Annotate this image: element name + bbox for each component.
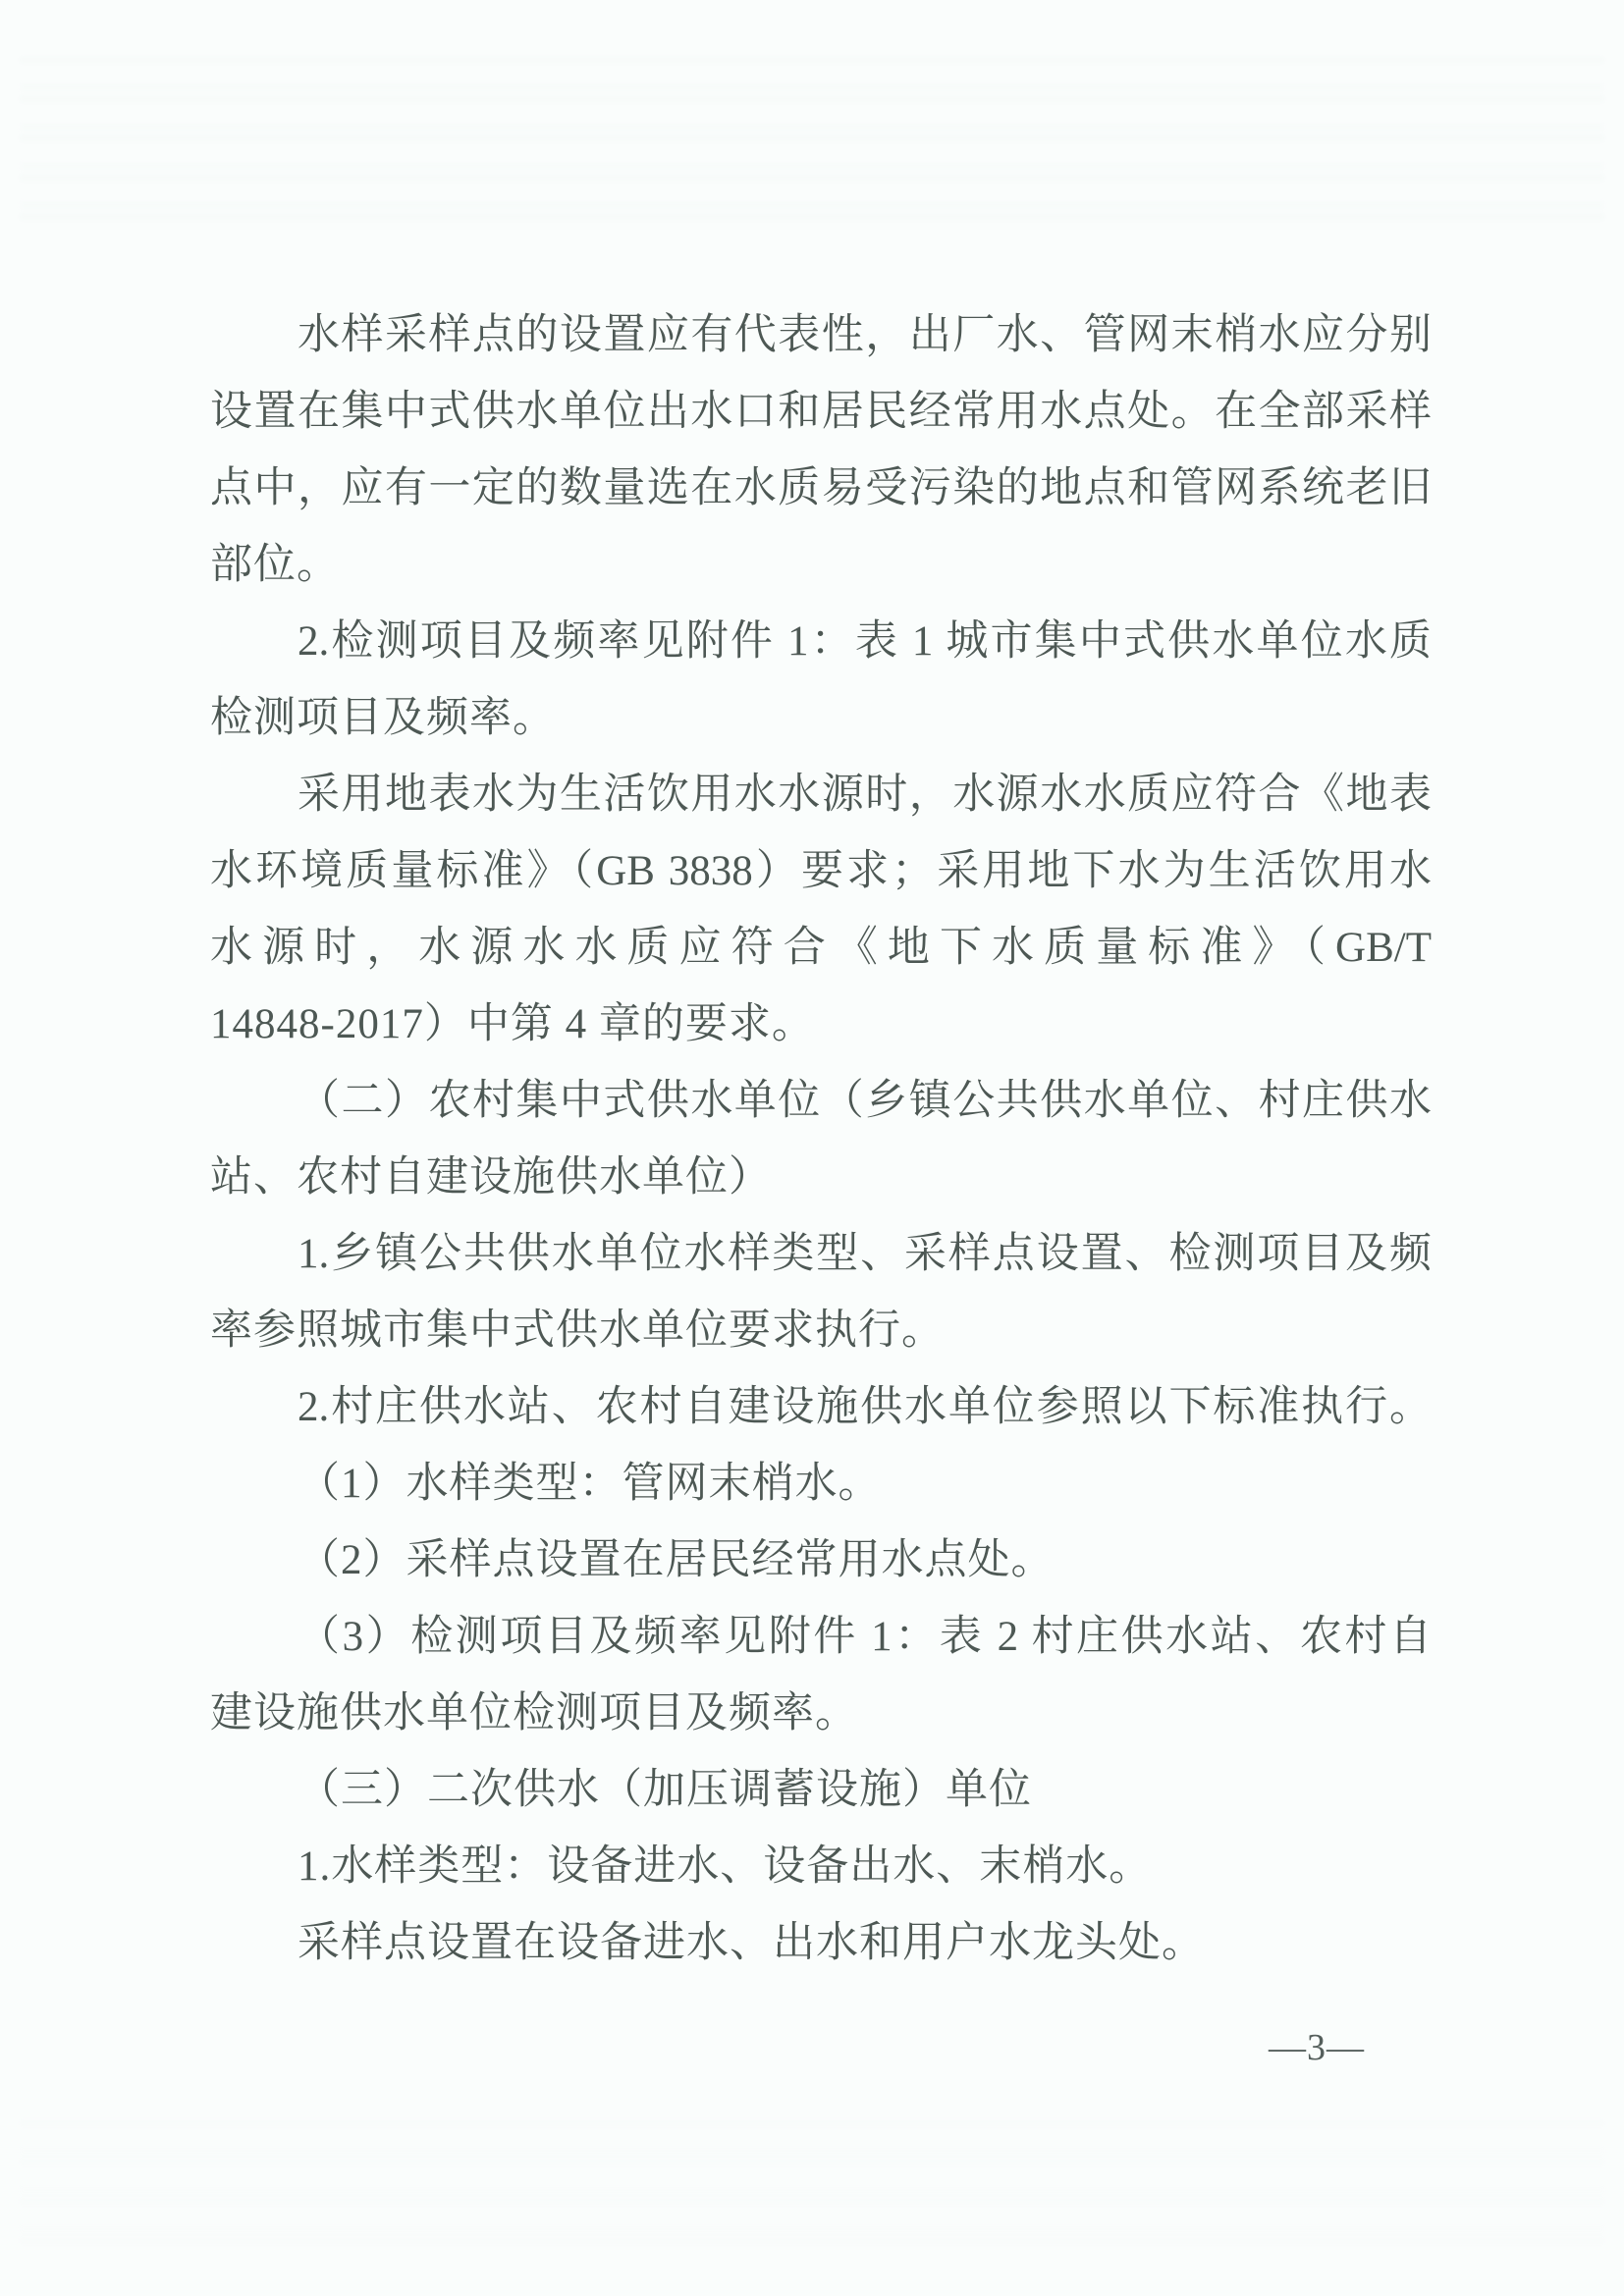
page-number: —3— xyxy=(1269,2027,1365,2068)
text-line: 水样采样点的设置应有代表性，出厂水、管网末梢水应分别 xyxy=(298,312,1432,358)
scan-bleedthrough-artifact xyxy=(20,2120,1604,2258)
text-line: （2）采样点设置在居民经常用水点处。 xyxy=(298,1537,1055,1583)
text-line: （3）检测项目及频率见附件 1：表 2 村庄供水站、农村自 xyxy=(298,1614,1432,1660)
text-line: 检测项目及频率。 xyxy=(210,695,556,741)
document-body xyxy=(210,297,1432,1982)
text-line: 站、农村自建设施供水单位） xyxy=(210,1154,772,1201)
text-line: 采用地表水为生活饮用水水源时，水源水水质应符合《地表 xyxy=(298,772,1432,818)
text-line: 2.村庄供水站、农村自建设施供水单位参照以下标准执行。 xyxy=(298,1384,1432,1430)
text-line: （1）水样类型：管网末梢水。 xyxy=(298,1461,882,1507)
text-line: 水源时，水源水水质应符合《地下水质量标准》（GB/T xyxy=(210,925,1432,971)
text-line: （三）二次供水（加压调蓄设施）单位 xyxy=(298,1767,1032,1813)
text-line: 1.水样类型：设备进水、设备出水、末梢水。 xyxy=(298,1843,1153,1890)
text-line: 建设施供水单位检测项目及频率。 xyxy=(210,1690,858,1736)
text-line: 水环境质量标准》（GB 3838）要求；采用地下水为生活饮用水 xyxy=(210,848,1432,894)
text-line: 点中，应有一定的数量选在水质易受污染的地点和管网系统老旧 xyxy=(210,465,1432,511)
text-line: （二）农村集中式供水单位（乡镇公共供水单位、村庄供水 xyxy=(298,1078,1432,1124)
text-line: 2.检测项目及频率见附件 1：表 1 城市集中式供水单位水质 xyxy=(298,618,1432,665)
text-line: 14848-2017）中第 4 章的要求。 xyxy=(210,1001,815,1047)
scan-bleedthrough-artifact xyxy=(20,57,1604,224)
text-line: 1.乡镇公共供水单位水样类型、采样点设置、检测项目及频 xyxy=(298,1231,1432,1277)
text-line: 部位。 xyxy=(210,542,340,588)
text-line: 设置在集中式供水单位出水口和居民经常用水点处。在全部采样 xyxy=(210,389,1432,435)
text-line: 率参照城市集中式供水单位要求执行。 xyxy=(210,1308,945,1354)
text-line: 采样点设置在设备进水、出水和用户水龙头处。 xyxy=(298,1920,1205,1966)
